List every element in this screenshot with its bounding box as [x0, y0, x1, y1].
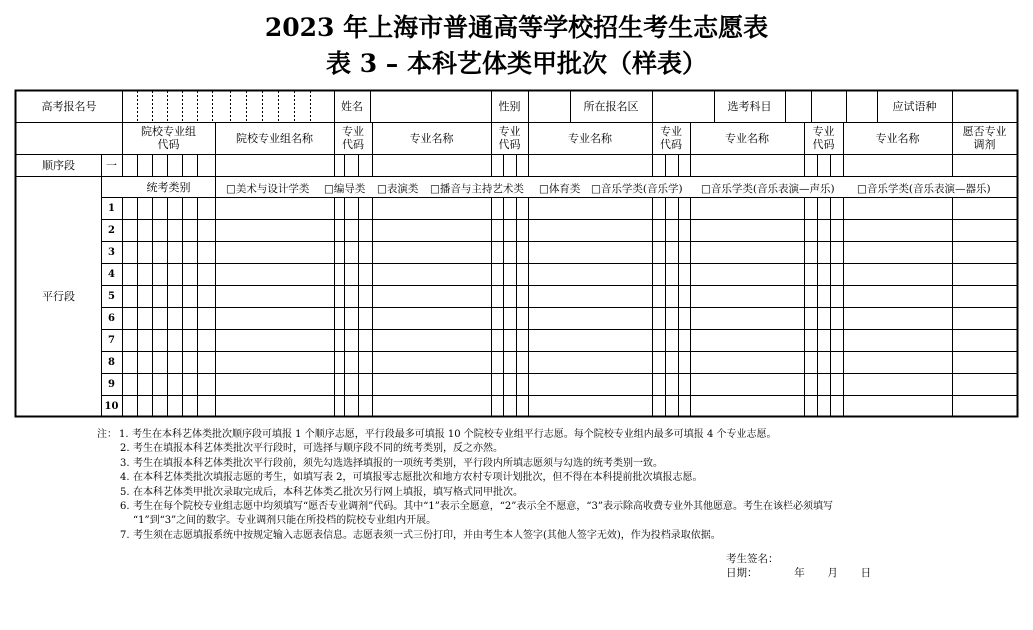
exam-number-label: 高考报名号	[41, 100, 97, 113]
category-checkbox-sports[interactable]: □体育类	[539, 183, 581, 195]
category-checkbox-directing[interactable]: □编导类	[324, 183, 366, 195]
row-number: 10	[104, 401, 119, 412]
subjects-label: 选考科目	[727, 100, 772, 113]
row-number: 7	[108, 335, 115, 346]
note-item: 3. 考生在填报本科艺体类批次平行段前，须先勾选选择填报的一项统考类别，平行段内所填志愿须与勾选的统考类别一致。	[120, 457, 663, 469]
major-name-header-3: 专业名称	[725, 132, 769, 145]
gender-label: 性别	[498, 100, 521, 113]
signature-block	[726, 552, 871, 580]
form-title: 2023 年上海市普通高等学校招生考生志愿表	[264, 13, 769, 42]
year-label: 年	[794, 567, 805, 579]
language-label: 应试语种	[892, 100, 937, 113]
district-label: 所在报名区	[583, 100, 639, 113]
sequence-index: 一	[106, 159, 117, 172]
notes	[97, 428, 833, 543]
major-code-header-4: 专业 代码	[812, 125, 835, 151]
signature-label: 考生签名：	[726, 553, 779, 565]
category-checkbox-musicology[interactable]: □音乐学类(音乐学)	[591, 183, 683, 195]
date-line	[726, 566, 871, 580]
note-item: “1”到“3”之间的数字。专业调剂只能在所投档的院校专业组内开展。	[133, 515, 437, 527]
major-code-header-1: 专业 代码	[342, 125, 364, 151]
adjust-header: 愿否专业 调剂	[962, 125, 1007, 151]
date-label: 日期：	[726, 567, 758, 579]
major-code-header-3: 专业 代码	[660, 125, 682, 151]
row-number: 9	[108, 379, 115, 390]
note-item: 注： 1. 考生在本科艺体类批次顺序段可填报 1 个顺序志愿，平行段最多可填报 10 个院校专业组平行志愿。每个院校专业组内最多可填报 4 个专业志愿。	[97, 429, 777, 440]
day-label: 日	[860, 567, 872, 579]
group-name-header: 院校专业组名称	[236, 132, 313, 145]
category-checkbox-instrumental[interactable]: □音乐学类(音乐表演—器乐)	[857, 183, 991, 195]
major-name-header-2: 专业名称	[568, 132, 612, 145]
note-item: 6. 考生在每个院校专业组志愿中均须填写“愿否专业调剂”代码。其中“1”表示全愿意，“2”表示全不愿意，“3”表示除高收费专业外其他愿意。考生在该栏必须填写	[120, 501, 833, 513]
row-number: 8	[108, 357, 115, 368]
major-code-header-2: 专业 代码	[498, 125, 521, 151]
category-checkbox-broadcasting[interactable]: □播音与主持艺术类	[430, 183, 524, 195]
note-item: 4. 在本科艺体类批次填报志愿的考生，如填写表 2，可填报零志愿批次和地方农村专项计划批次，但不得在本科提前批次填报志愿。	[120, 472, 703, 484]
note-item: 2. 考生在填报本科艺体类批次平行段时，可选择与顺序段不同的统考类别，反之亦然。	[120, 443, 503, 455]
parallel-label: 平行段	[42, 290, 75, 303]
sequence-label: 顺序段	[42, 159, 75, 172]
category-checkbox-vocal[interactable]: □音乐学类(音乐表演—声乐)	[701, 183, 835, 195]
category-label: 统考类别	[146, 181, 191, 194]
category-checkbox-art-design[interactable]: □美术与设计学类	[226, 183, 310, 195]
category-checkbox-performance[interactable]: □表演类	[377, 183, 419, 195]
note-item: 7. 考生须在志愿填报系统中按规定输入志愿表信息。志愿表须一式三份打印，并由考生本人签字(其他人签字无效)，作为投档录取依据。	[120, 529, 721, 541]
row-number: 1	[108, 203, 115, 214]
row-number: 5	[108, 291, 115, 302]
month-label: 月	[827, 567, 838, 579]
note-item: 5. 在本科艺体类甲批次录取完成后，本科艺体类乙批次另行网上填报，填写格式同甲批次。	[120, 486, 523, 498]
row-number: 4	[108, 269, 115, 280]
form-subtitle: 表 3 – 本科艺体类甲批次（样表）	[325, 49, 707, 78]
major-name-header-4: 专业名称	[875, 132, 920, 145]
group-code-header: 院校专业组 代码	[141, 125, 196, 151]
major-name-header-1: 专业名称	[409, 132, 454, 145]
name-label: 姓名	[341, 100, 363, 113]
row-number: 3	[108, 247, 115, 258]
row-number: 2	[108, 225, 115, 236]
row-number: 6	[108, 313, 115, 324]
